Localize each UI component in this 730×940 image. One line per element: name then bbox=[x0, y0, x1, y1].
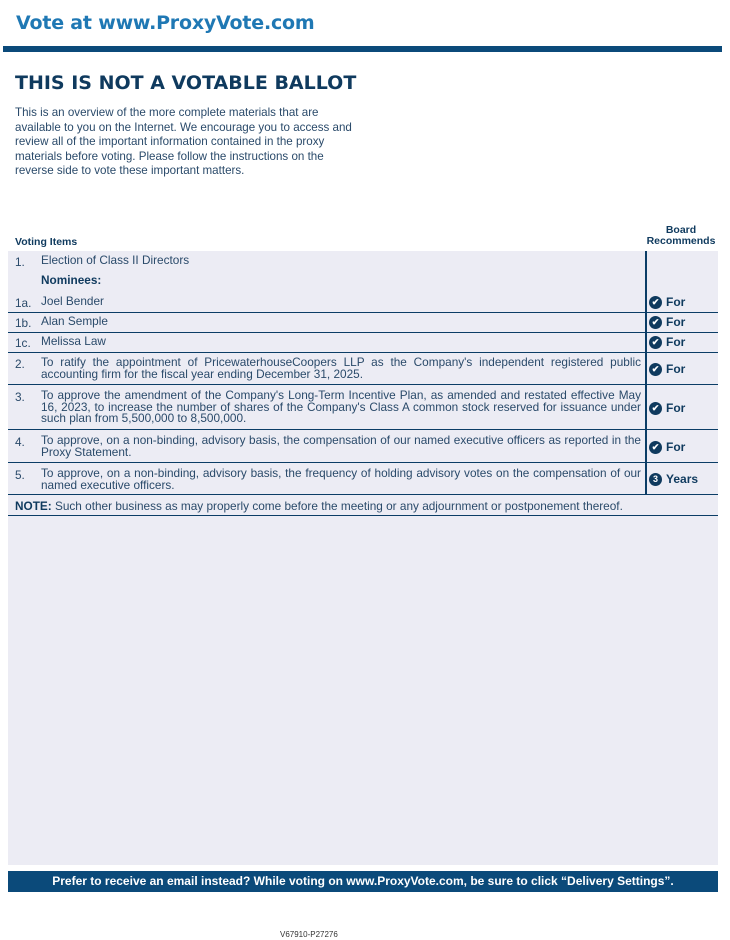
note-body: Such other business as may properly come before the meeting or any adjournment or postponement thereof. bbox=[51, 499, 623, 513]
recommends-label: Recommends bbox=[646, 235, 716, 247]
rec-label: Years bbox=[666, 472, 699, 486]
note-row bbox=[8, 497, 718, 516]
recommendation bbox=[649, 472, 698, 486]
vote-url-heading: Vote at www.ProxyVote.com bbox=[16, 12, 315, 34]
item-text: To approve, on a non-binding, advisory basis, the compensation of our named executive officers as reported in the Proxy Statement. bbox=[41, 433, 641, 459]
item-text: To ratify the appointment of PricewaterhouseCoopers LLP as the Company's independent registered public accounting firm for the fiscal year ending December 31, 2025. bbox=[41, 355, 641, 381]
rec-label: For bbox=[666, 315, 686, 329]
item-number: 1. bbox=[15, 255, 25, 269]
email-delivery-banner: Prefer to receive an email instead? While voting on www.ProxyVote.com, be sure to click “Delivery Settings”. bbox=[8, 871, 718, 892]
recommendation bbox=[649, 362, 685, 376]
intro-paragraph: This is an overview of the more complete materials that are available to you on the Internet. We encourage you to access and review all of the important information contained in the proxy materials before voting. Please follow the instructions on the reverse side to vote these important matters. bbox=[15, 106, 352, 177]
item-number: 4. bbox=[15, 435, 25, 449]
nominees-label: Nominees: bbox=[41, 273, 102, 287]
item-text: To approve the amendment of the Company's Long-Term Incentive Plan, as amended and restated effective May 16, 2023, to increase the number of shares of the Company's Class A common stock reserved for issuance under such plan from 5,500,000 to 8,500,000. bbox=[41, 388, 641, 425]
item-text: Alan Semple bbox=[41, 314, 108, 328]
recommendation bbox=[649, 401, 685, 415]
rec-label: For bbox=[666, 295, 686, 309]
item-number: 3. bbox=[15, 390, 25, 404]
board-recommends-header bbox=[645, 225, 717, 247]
header-divider bbox=[3, 46, 722, 52]
check-circle-icon: ✔ bbox=[649, 441, 662, 454]
table-row bbox=[8, 431, 718, 463]
table-row bbox=[8, 333, 718, 353]
voting-items-header: Voting Items bbox=[15, 236, 78, 248]
item-number: 2. bbox=[15, 357, 25, 371]
check-circle-icon: ✔ bbox=[649, 402, 662, 415]
table-row bbox=[8, 293, 718, 313]
recommendation bbox=[649, 315, 685, 329]
recommendation bbox=[649, 295, 685, 309]
page-title: THIS IS NOT A VOTABLE BALLOT bbox=[15, 72, 357, 94]
check-circle-icon: ✔ bbox=[649, 316, 662, 329]
rec-label: For bbox=[666, 401, 686, 415]
rec-label: For bbox=[666, 440, 686, 454]
item-number: 1a. bbox=[15, 296, 32, 310]
table-row bbox=[8, 386, 718, 430]
nominees-label-row bbox=[8, 275, 718, 293]
item-number: 1b. bbox=[15, 316, 32, 330]
table-row bbox=[8, 313, 718, 333]
rec-label: For bbox=[666, 335, 686, 349]
note-text bbox=[15, 499, 623, 513]
check-circle-icon: ✔ bbox=[649, 296, 662, 309]
board-label: Board bbox=[665, 224, 697, 236]
recommendation bbox=[649, 335, 685, 349]
check-circle-icon: ✔ bbox=[649, 336, 662, 349]
item-text: To approve, on a non-binding, advisory basis, the frequency of holding advisory votes on the compensation of our named executive officers. bbox=[41, 466, 641, 492]
table-row bbox=[8, 353, 718, 385]
recommendation bbox=[649, 440, 685, 454]
item-number: 5. bbox=[15, 468, 25, 482]
rec-label: For bbox=[666, 362, 686, 376]
table-row bbox=[8, 464, 718, 495]
item-text: Joel Bender bbox=[41, 294, 104, 308]
item-text: Election of Class II Directors bbox=[41, 253, 190, 267]
note-label: NOTE: bbox=[15, 499, 52, 513]
number-three-circle-icon: 3 bbox=[649, 473, 662, 486]
item-text: Melissa Law bbox=[41, 334, 106, 348]
table-row bbox=[8, 255, 718, 273]
check-circle-icon: ✔ bbox=[649, 363, 662, 376]
item-number: 1c. bbox=[15, 336, 31, 350]
document-code: V67910-P27276 bbox=[280, 930, 338, 939]
